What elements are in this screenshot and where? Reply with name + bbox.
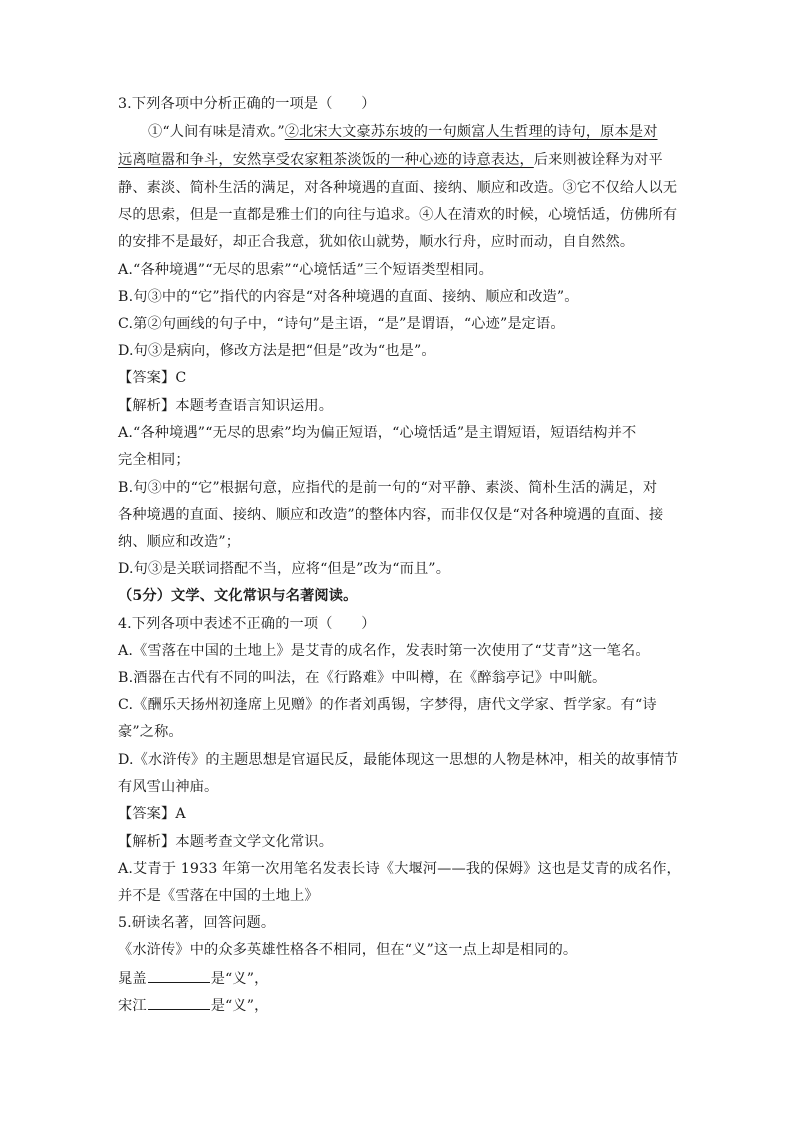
q3-passage-sentence-1: ①“人间有味是清欢。” xyxy=(148,124,285,140)
q3-analysis-b-1: B.句③中的“它”根据句意，应指代的是前一句的“对平静、素淡、简朴生活的满足，对 xyxy=(118,480,658,496)
q3-passage-text: 后来则被诠释为对平 xyxy=(533,152,663,168)
q3-title: 3.下列各项中分析正确的一项是（ ） xyxy=(118,96,376,112)
q4-title: 4.下列各项中表述不正确的一项（ ） xyxy=(118,616,376,632)
q4-option-d-1: D.《水浒传》的主题思想是官逼民反，最能体现这一思想的人物是林冲，相关的故事情节 xyxy=(118,752,679,768)
q3-underlined-sentence-cont: 远离喧嚣和争斗，安然享受农家粗茶淡饭的一种心迹的诗意表达， xyxy=(118,152,534,168)
q4-option-a: A.《雪落在中国的土地上》是艾青的成名作，发表时第一次使用了“艾青”这一笔名。 xyxy=(118,643,650,659)
q5-row-2-name: 宋江 xyxy=(118,998,147,1014)
q5-row-2 xyxy=(118,995,678,1016)
q4-answer: 【答案】A xyxy=(118,806,186,822)
fill-in-blank[interactable] xyxy=(148,968,210,983)
section-heading: （5分）文学、文化常识与名著阅读。 xyxy=(118,588,358,604)
q3-passage-line-2 xyxy=(118,150,678,170)
q3-option-a: A.“各种境遇”“无尽的思索”“心境恬适”三个短语类型相同。 xyxy=(118,262,493,278)
q3-underlined-sentence: ②北宋大文豪苏东坡的一句颇富人生哲理的诗句，原本是对 xyxy=(284,124,658,140)
q3-passage-line-5: 的安排不是最好，却正合我意，犹如依山就势，顺水行舟，应时而动，自自然然。 xyxy=(118,234,635,250)
q5-intro: 《水浒传》中的众多英雄性格各不相同，但在“义”这一点上却是相同的。 xyxy=(118,942,578,958)
q4-option-c-2: 豪”之称。 xyxy=(118,724,183,740)
q3-passage-line-3: 静、素淡、简朴生活的满足，对各种境遇的直面、接纳、顺应和改造。③它不仅给人以无 xyxy=(118,180,678,196)
q5-row-1-tail: 是“义”， xyxy=(210,971,269,987)
q3-analysis-b-2: 各种境遇的直面、接纳、顺应和改造”的整体内容，而非仅仅是“对各种境遇的直面、接 xyxy=(118,507,664,523)
q3-analysis-d-1: D.句③是关联词搭配不当，应将“但是”改为“而且”。 xyxy=(118,561,451,577)
q4-analysis-2: 并不是《雪落在中国的土地上》 xyxy=(118,888,319,904)
q4-option-d-2: 有风雪山神庙。 xyxy=(118,779,219,795)
q3-analysis-b-3: 纳、顺应和改造”； xyxy=(118,534,241,550)
q3-passage-line-4: 尽的思索，但是一直都是雅士们的向往与追求。④人在清欢的时候，心境恬适，仿佛所有 xyxy=(118,207,678,223)
q3-analysis-a-1: A.“各种境遇”“无尽的思索”均为偏正短语，“心境恬适”是主谓短语，短语结构并不 xyxy=(118,425,637,441)
q3-option-d: D.句③是病向，修改方法是把“但是”改为“也是”。 xyxy=(118,343,436,359)
q3-passage-line-1 xyxy=(148,122,708,142)
q5-row-2-tail: 是“义”， xyxy=(210,998,269,1014)
fill-in-blank[interactable] xyxy=(148,995,210,1010)
q5-title: 5.研读名著，回答问题。 xyxy=(118,915,276,931)
q4-analysis-head: 【解析】本题考查文学文化常识。 xyxy=(118,834,334,850)
q5-row-1 xyxy=(118,968,678,989)
q4-option-b: B.酒器在古代有不同的叫法，在《行路难》中叫樽，在《醉翁亭记》中叫觥。 xyxy=(118,670,607,686)
q3-analysis-head: 【解析】本题考查语言知识运用。 xyxy=(118,398,334,414)
q3-option-c: C.第②句画线的句子中，“诗句”是主语，“是”是谓语，“心迹”是定语。 xyxy=(118,316,565,332)
q3-analysis-a-2: 完全相同； xyxy=(118,452,190,468)
q3-answer: 【答案】C xyxy=(118,370,187,386)
q4-analysis-1: A.艾青于 1933 年第一次用笔名发表长诗《大堰河——我的保姆》这也是艾青的成名作， xyxy=(118,861,681,877)
q5-row-1-name: 晁盖 xyxy=(118,971,147,987)
q4-option-c-1: C.《酬乐天扬州初逢席上见赠》的作者刘禹锡，字梦得，唐代文学家、哲学家。有“诗 xyxy=(118,697,657,713)
q3-option-b: B.句③中的“它”指代的内容是“对各种境遇的直面、接纳、顺应和改造”。 xyxy=(118,289,579,305)
